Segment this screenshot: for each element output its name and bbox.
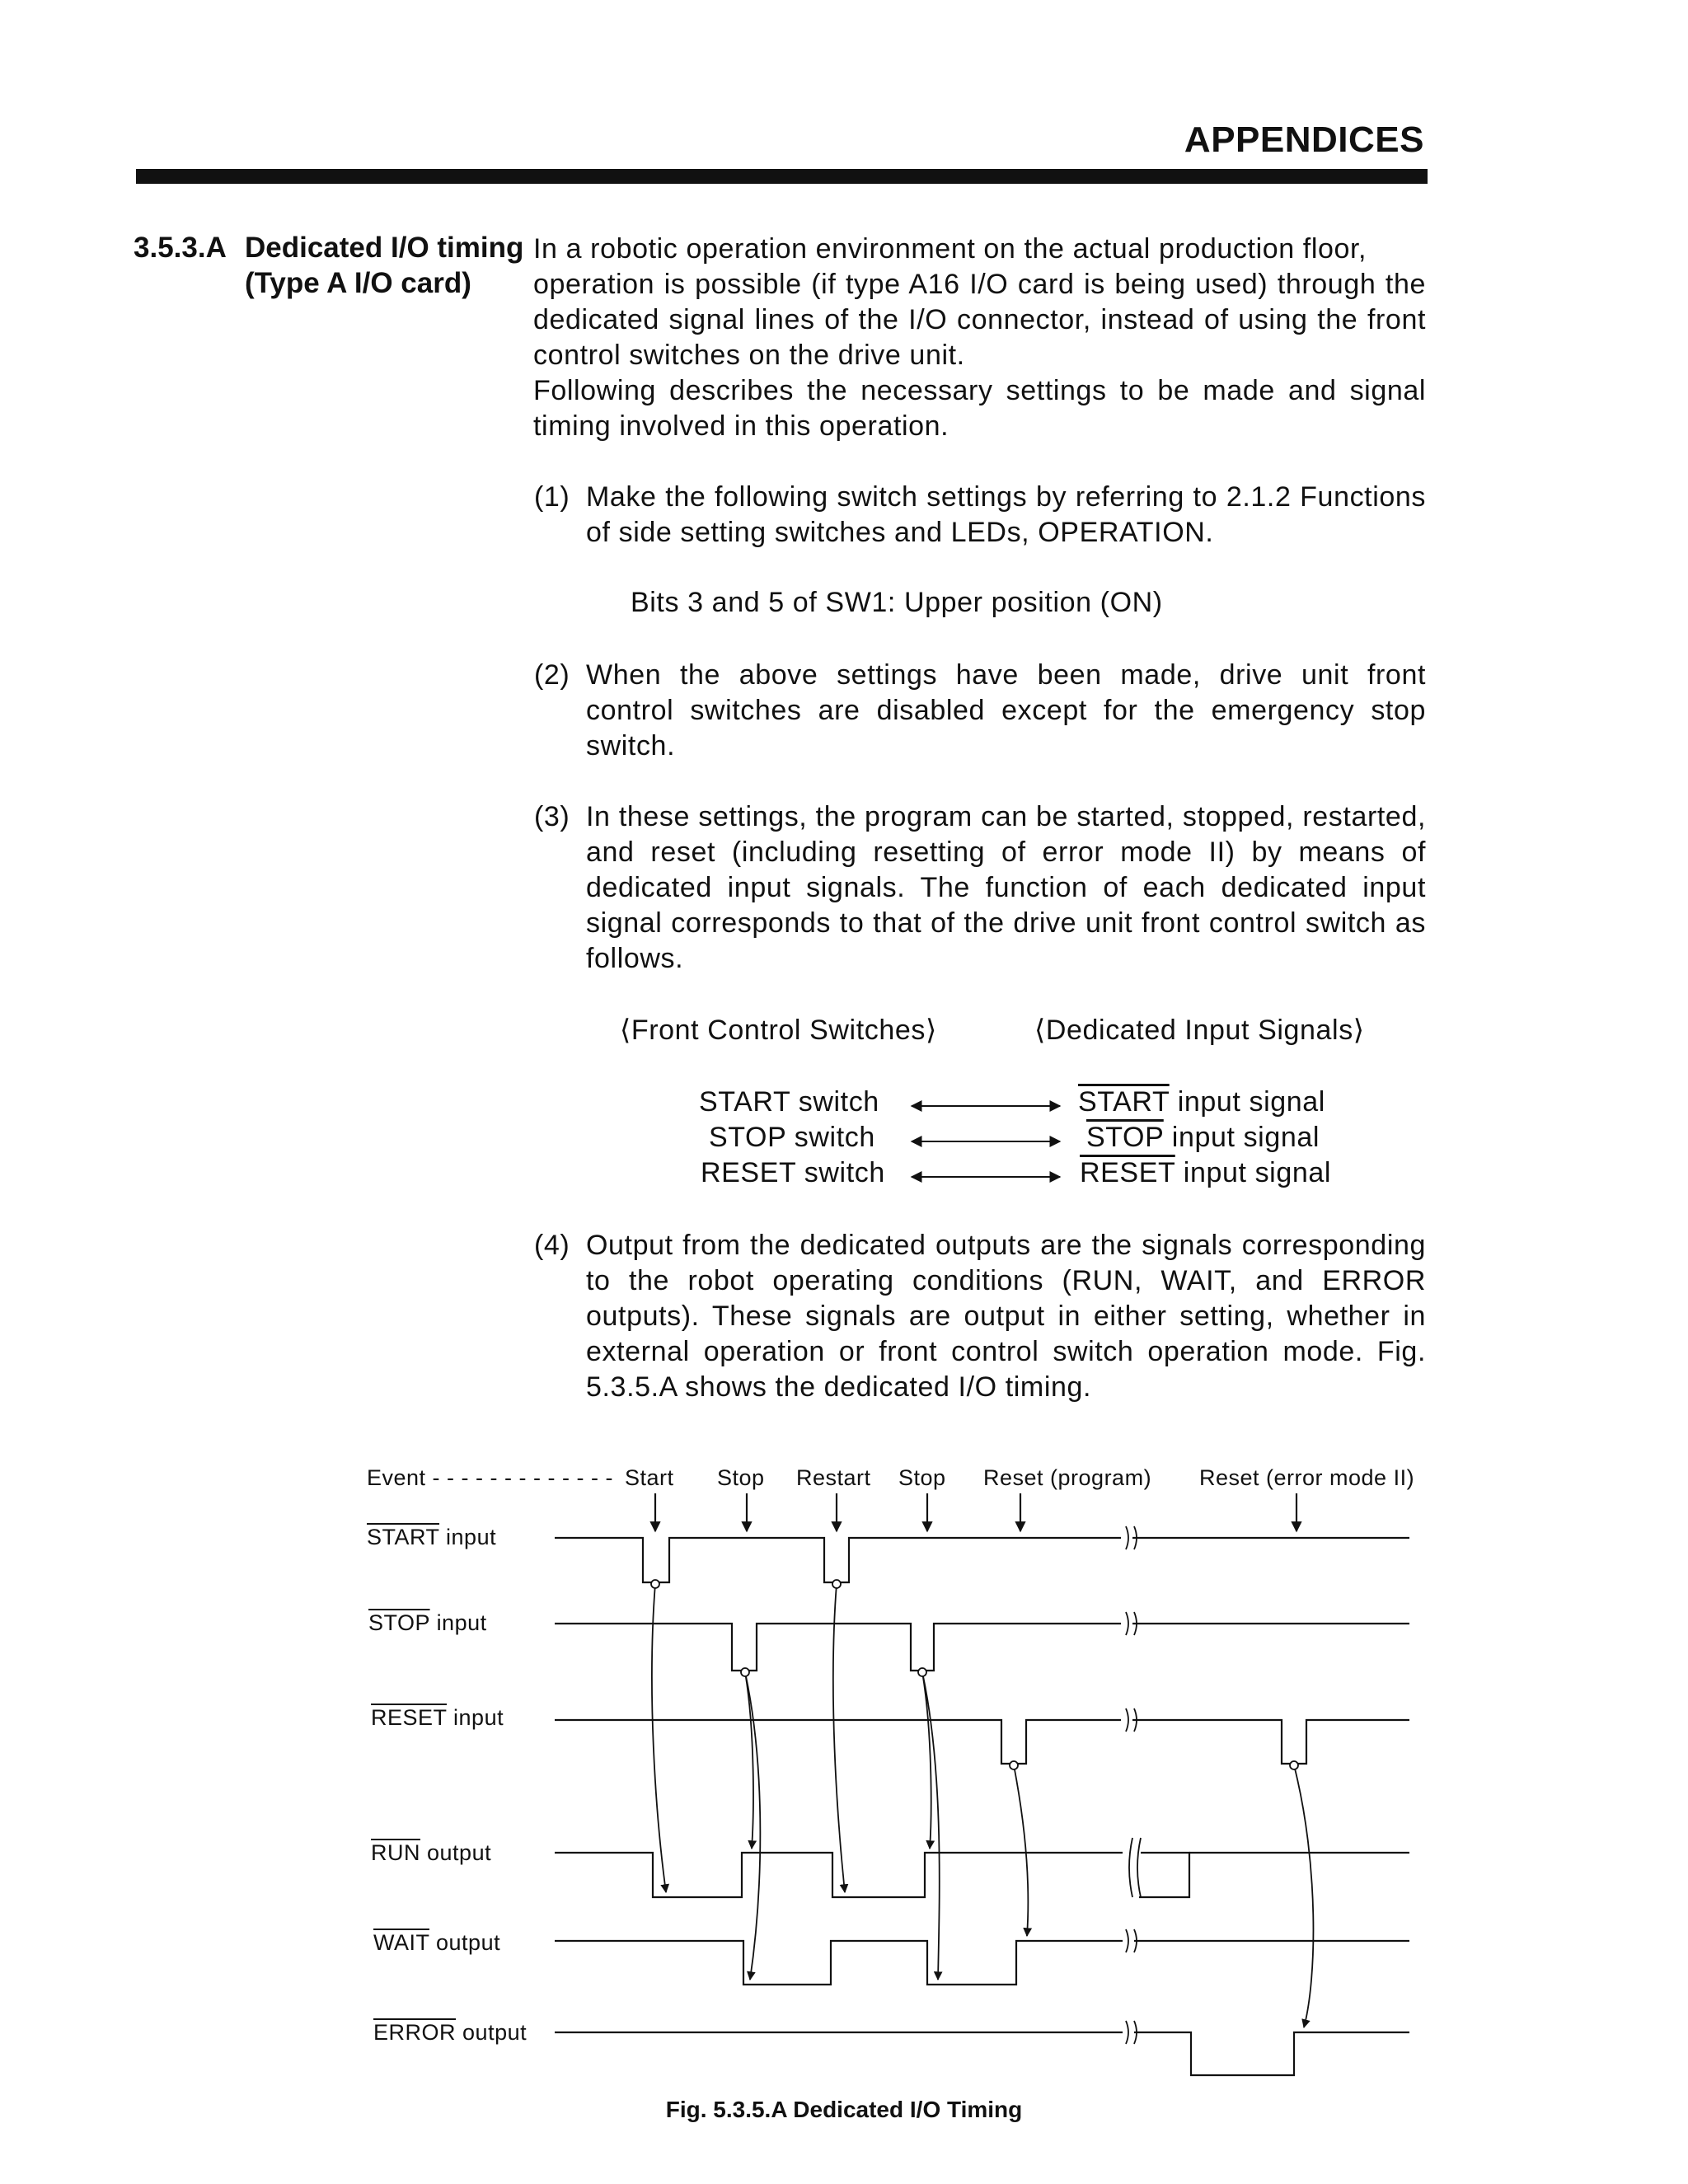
signal-suffix: output [436,1930,501,1955]
event-start: Start [625,1465,674,1490]
start-input-waveform [555,1538,1121,1582]
item-number: (3) [534,801,570,832]
event-stop: Stop [717,1465,765,1490]
stop-signal-name: STOP [1086,1122,1164,1153]
dedicated-input-signals-header: ⟨Dedicated Input Signals⟩ [1034,1015,1365,1046]
item-text: Output from the dedicated outputs are the signals corresponding to the robot operating conditions (RUN, WAIT, and ERROR outputs). These signals are output in either setting, whether in external operation or front control switch operation mode. Fig. 5.3.5.A shows the dedicated I/O timing. [586,1230,1426,1403]
intro-first-line: In a robotic operation environment on the actual production floor, [533,233,1367,265]
signal-name: START [367,1525,440,1549]
reset-input-waveform [555,1720,1121,1764]
signal-name: RESET [371,1705,448,1730]
reset-input-waveform-tail [1132,1720,1409,1764]
switch-setting-line: Bits 3 and 5 of SW1: Upper position (ON) [631,587,1163,618]
signal-suffix: input signal [1183,1157,1332,1188]
start-signal-name: START [1078,1086,1170,1118]
run-output-waveform-tail [1139,1853,1189,1897]
wait-output-waveform [555,1941,1123,1985]
item-number: (1) [534,481,570,513]
signal-suffix: input [446,1525,497,1549]
item-text: In these settings, the program can be started, stopped, restarted, and reset (including resetting of error mode II) by means of dedicated input signals. The function of each dedicated input signal corresponds to that of the drive unit front control switch as follows. [586,801,1426,974]
intro-paragraph: operation is possible (if type A16 I/O card is being used) through the dedicated signal lines of the I/O connector, instead of using the front control switches on the drive unit. [533,269,1426,371]
event-dashes: - - - - - - - - - - - - - [425,1465,613,1490]
signal-suffix: input [453,1705,504,1730]
causal-arrows [652,1584,1314,2027]
run-output-waveform [555,1853,1123,1897]
stop-input-waveform [555,1624,1121,1671]
section-number: 3.5.3.A [134,232,227,264]
signal-suffix: input [436,1610,487,1635]
trigger-dots [651,1580,1298,1769]
intro-paragraph-2: Following describes the necessary settings to be made and signal timing involved in this operation. [533,375,1426,442]
item-text: Make the following switch settings by referring to 2.1.2 Functions of side setting switches and LEDs, OPERATION. [586,481,1426,548]
figure-caption: Fig. 5.3.5.A Dedicated I/O Timing [665,2097,1023,2122]
event-reset-program: Reset (program) [983,1465,1152,1490]
signal-name: WAIT [373,1930,429,1955]
event-label-text: Event [367,1465,426,1490]
stop-switch-label: STOP switch [709,1122,875,1153]
section-title: Dedicated I/O timing [245,232,524,264]
signal-suffix: input signal [1177,1086,1325,1118]
section-subtitle: (Type A I/O card) [245,267,471,299]
reset-switch-label: RESET switch [701,1157,885,1188]
start-switch-label: START switch [699,1086,879,1118]
signal-suffix: output [427,1840,492,1865]
event-reset-error-mode: Reset (error mode II) [1199,1465,1415,1490]
signal-name: ERROR [373,2020,457,2045]
item-text: When the above settings have been made, drive unit front control switches are disabled except for the emergency stop switch. [586,659,1426,762]
signal-name: STOP [368,1610,430,1635]
reset-signal-name: RESET [1080,1157,1175,1188]
event-stop-2: Stop [898,1465,946,1490]
signal-suffix: input signal [1171,1122,1320,1153]
front-control-switches-header: ⟨Front Control Switches⟩ [620,1015,937,1046]
break-marks [1126,1526,1141,2044]
item-number: (2) [534,659,570,691]
signal-name: $\overline{RUN}$ [371,1840,420,1865]
event-restart: Restart [796,1465,871,1490]
page-header-title: APPENDICES [1184,120,1424,160]
item-number: (4) [534,1230,570,1261]
error-output-waveform-tail [1134,2032,1409,2075]
signal-suffix: output [462,2020,528,2045]
